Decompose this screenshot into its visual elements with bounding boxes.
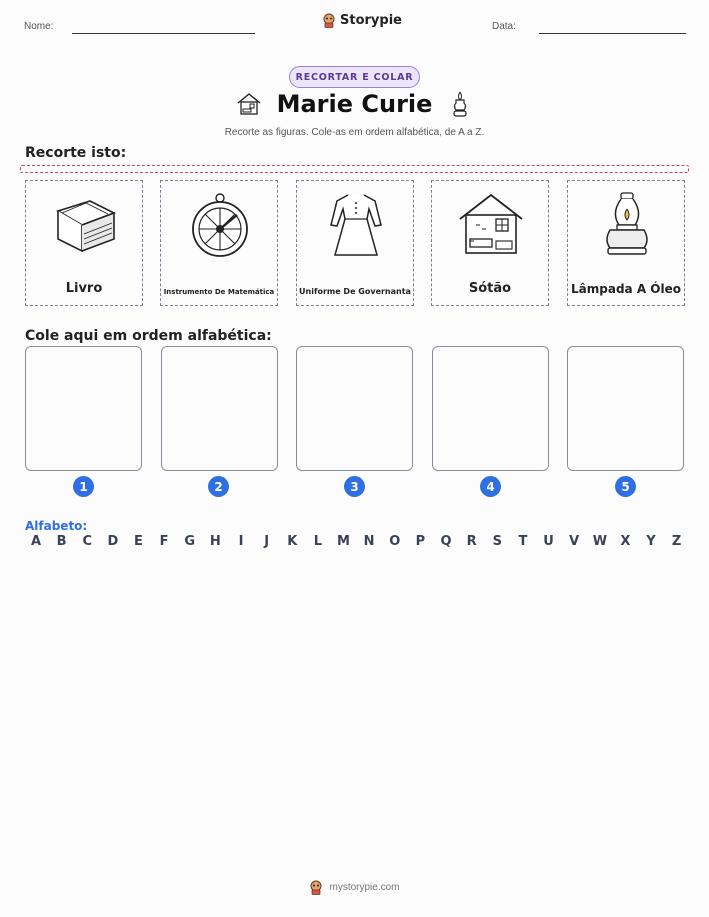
alphabet-letter: Z [671,534,682,549]
alphabet-letter: M [337,534,350,549]
alphabet-letter: Y [646,534,656,549]
cut-and-paste-badge: RECORTAR E COLAR [289,66,420,88]
alphabet-letter: W [592,534,608,549]
attic-house-icon [235,89,263,119]
alphabet-letter: N [363,534,375,549]
alphabet-letter: V [569,534,580,549]
alphabet-letter: B [56,534,67,549]
book-icon [50,189,120,261]
mascot-icon [309,880,323,895]
card-label: Uniforme De Governanta [299,287,411,296]
slot-number-4: 4 [480,476,501,497]
alphabet-letter: C [82,534,93,549]
alphabet-letter: G [184,534,196,549]
instructions: Recorte as figuras. Cole-as em ordem alfabética, de A a Z. [224,127,485,138]
alphabet-letter: U [543,534,554,549]
slot-number-3: 3 [344,476,365,497]
alphabet-letter: J [264,534,270,549]
alphabet-letter: O [389,534,401,549]
cut-line [20,165,689,173]
card-label: Lâmpada A Óleo [571,282,681,296]
slot-number-1: 1 [73,476,94,497]
alphabet-letter: E [134,534,143,549]
alphabet-letter: D [107,534,119,549]
name-line[interactable] [72,33,255,34]
cut-card-instrumento[interactable] [160,180,278,306]
oil-lamp-icon [446,89,474,119]
attic-house-icon [456,189,526,261]
alphabet-letter: A [30,534,42,549]
card-label: Livro [65,281,103,296]
slot-number-2: 2 [208,476,229,497]
alphabet-letter: H [209,534,221,549]
alphabet-letter: Q [440,534,452,549]
alphabet-letter: X [620,534,631,549]
brand-name: Storypie [340,13,402,28]
paste-slot-2[interactable] [161,346,278,471]
math-instrument-icon [185,189,255,261]
page-title: Marie Curie [276,90,433,118]
paste-slot-4[interactable] [432,346,549,471]
title-row [0,89,709,119]
paste-slot-1[interactable] [25,346,142,471]
slot-number-5: 5 [615,476,636,497]
alphabet-letter: P [415,534,426,549]
oil-lamp-icon [592,189,662,261]
cut-card-uniforme[interactable] [296,180,414,306]
brand-logo [322,13,402,28]
date-line[interactable] [539,33,686,34]
cut-heading: Recorte isto: [25,145,127,161]
alphabet-letter: K [287,534,298,549]
cut-card-lampada[interactable] [567,180,685,306]
paste-slot-5[interactable] [567,346,684,471]
card-label: Instrumento De Matemática [163,288,275,296]
name-label: Nome: [24,21,54,32]
alphabet-letter: I [238,534,244,549]
cut-card-sotao[interactable] [431,180,549,306]
alphabet-letter: S [492,534,502,549]
alphabet-letter: L [313,534,323,549]
cut-card-livro[interactable] [25,180,143,306]
alphabet-title: Alfabeto: [25,519,88,533]
footer-url[interactable]: mystorypie.com [329,882,400,893]
paste-heading: Cole aqui em ordem alfabética: [25,328,272,344]
alphabet-row [29,534,684,549]
dress-icon [321,189,391,261]
date-label: Data: [492,21,516,32]
alphabet-letter: F [159,534,169,549]
footer [0,880,709,895]
alphabet-letter: T [518,534,528,549]
mascot-icon [322,13,336,28]
paste-slot-3[interactable] [296,346,413,471]
alphabet-letter: R [466,534,477,549]
card-label: Sótão [468,281,512,296]
